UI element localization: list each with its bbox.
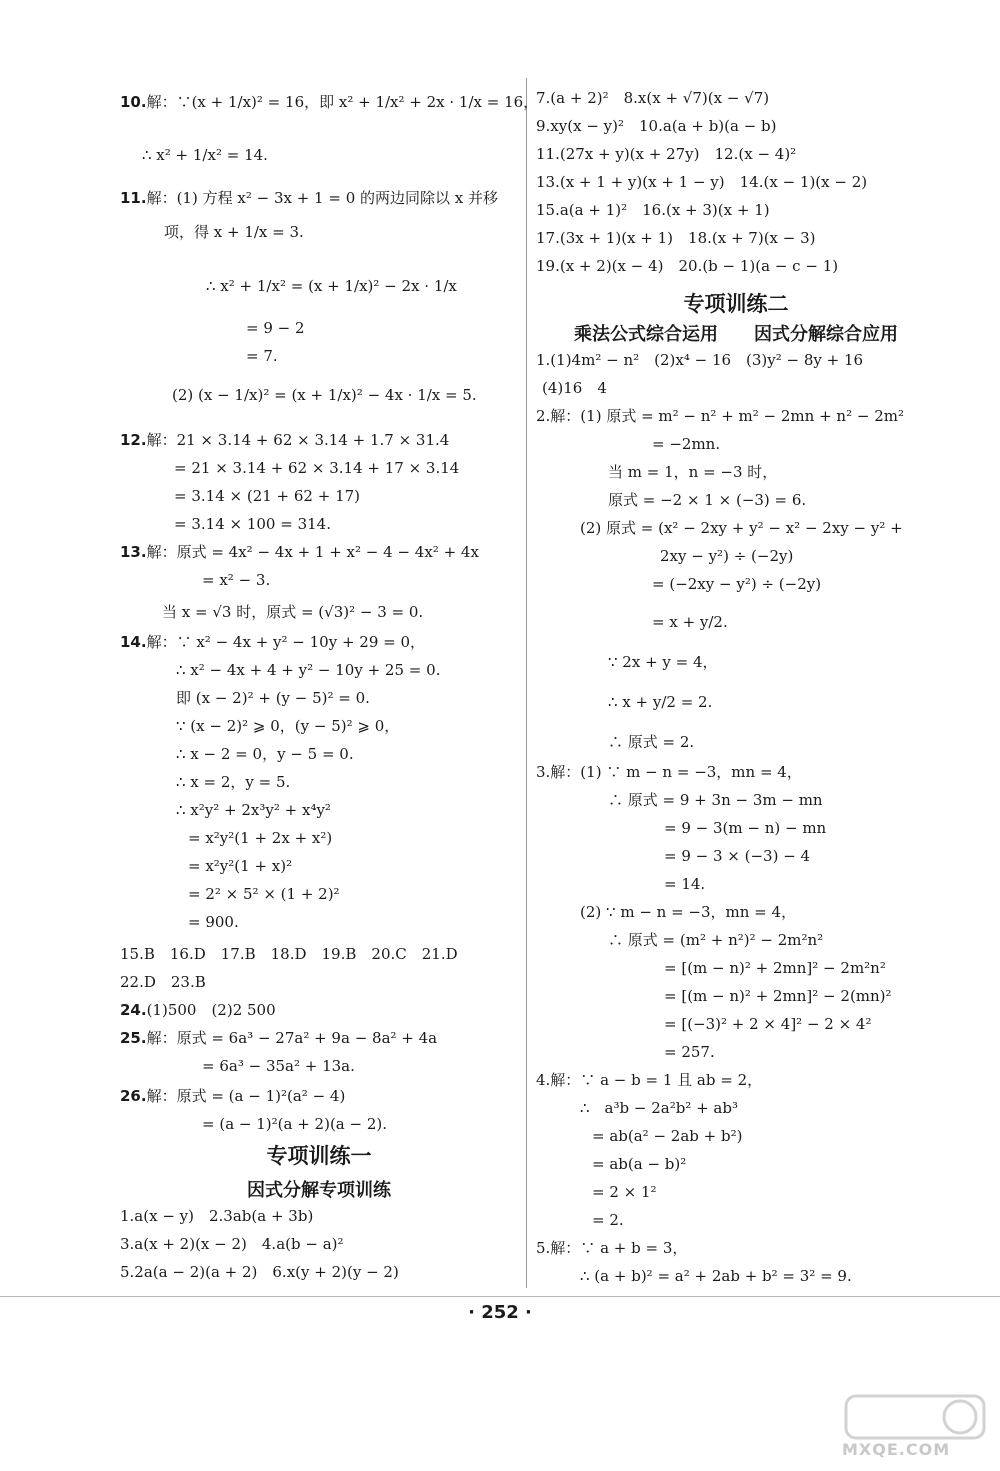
answer-line — [206, 276, 457, 296]
answer-text: = 6a³ − 35a² + 13a. — [202, 1057, 355, 1075]
answer-text: = 9 − 2 — [246, 319, 305, 337]
answer-line — [536, 116, 777, 136]
answer-text: = [(m − n)² + 2mn]² − 2(mn)² — [664, 987, 892, 1005]
answer-text: = 2 × 1² — [592, 1183, 657, 1201]
answer-text: = 14. — [664, 875, 706, 893]
question-number: 25. — [120, 1029, 147, 1047]
answer-line — [580, 1098, 738, 1118]
answer-line — [536, 1070, 762, 1090]
question-number: 26. — [120, 1087, 147, 1105]
answer-text: 项，得 x + 1/x = 3. — [164, 223, 304, 241]
answer-line — [120, 944, 458, 964]
answer-text: ∴ x − 2 = 0，y − 5 = 0. — [176, 745, 354, 763]
answer-text: 17.(3x + 1)(x + 1) 18.(x + 7)(x − 3) — [536, 229, 816, 247]
answer-text: = 9 − 3(m − n) − mn — [664, 819, 827, 837]
answer-line — [246, 346, 278, 366]
answer-line — [580, 902, 796, 922]
answer-text: = 7. — [246, 347, 278, 365]
answer-line — [608, 652, 718, 672]
answer-line — [608, 790, 823, 810]
answer-text: 5.2a(a − 2)(a + 2) 6.x(y + 2)(y − 2) — [120, 1263, 399, 1281]
answer-line — [176, 660, 440, 680]
answer-line — [536, 228, 816, 248]
answer-line — [176, 716, 399, 736]
answer-line — [120, 1262, 399, 1282]
answer-line — [120, 430, 449, 450]
question-number: 13. — [120, 543, 147, 561]
answer-text: = ab(a − b)² — [592, 1155, 687, 1173]
answer-line — [202, 1056, 355, 1076]
answer-text: = 900. — [188, 913, 239, 931]
answer-text: 即 (x − 2)² + (y − 5)² = 0. — [176, 689, 370, 707]
answer-text: (1)500 (2)2 500 — [146, 1001, 276, 1019]
answer-line — [142, 145, 268, 165]
answer-line — [580, 518, 903, 538]
section-heading: 因式分解专项训练 — [247, 1180, 391, 1201]
answer-line — [608, 490, 806, 510]
answer-line — [652, 434, 720, 454]
answer-text: 当 m = 1，n = −3 时， — [608, 463, 778, 481]
answer-text: = x²y²(1 + x)² — [188, 857, 293, 875]
answer-text: ∴ x = 2，y = 5. — [176, 773, 291, 791]
answer-text: ∴ x² + 1/x² = (x + 1/x)² − 2x · 1/x — [206, 277, 457, 295]
answer-text: (2) ∵ m − n = −3，mn = 4， — [580, 903, 797, 921]
answer-line — [176, 772, 290, 792]
answer-text: = x + y/2. — [652, 613, 728, 631]
answer-text: = x² − 3. — [202, 571, 271, 589]
answer-text: ∴ x + y/2 = 2. — [608, 693, 713, 711]
answer-line — [664, 958, 886, 978]
footer-rule — [0, 1296, 1000, 1297]
section-heading: 专项训练一 — [266, 1144, 372, 1168]
answer-line — [536, 762, 802, 782]
answer-line — [188, 884, 340, 904]
answer-line — [536, 1238, 687, 1258]
answer-text: 19.(x + 2)(x − 4) 20.(b − 1)(a − c − 1) — [536, 257, 839, 275]
answer-text: ∴ a³b − 2a²b² + ab³ — [580, 1099, 738, 1117]
answer-text: = 3.14 × (21 + 62 + 17) — [174, 487, 361, 505]
answer-text: ∴ x²y² + 2x³y² + x⁴y² — [176, 801, 331, 819]
question-number: 24. — [120, 1001, 147, 1019]
answer-line — [660, 546, 793, 566]
answer-line — [120, 542, 479, 562]
answer-line — [246, 318, 305, 338]
answer-line — [664, 846, 810, 866]
answer-text: 解：∵ x² − 4x + y² − 10y + 29 = 0， — [146, 633, 426, 651]
answer-text: (2) (x − 1/x)² = (x + 1/x)² − 4x · 1/x = 5. — [172, 386, 477, 404]
question-number: 12. — [120, 431, 147, 449]
answer-text: = ab(a² − 2ab + b²) — [592, 1127, 743, 1145]
answer-text: = 2. — [592, 1211, 624, 1229]
answer-line — [536, 406, 904, 426]
answer-line — [652, 612, 728, 632]
answer-text: = 2² × 5² × (1 + 2)² — [188, 885, 340, 903]
answer-line — [188, 912, 239, 932]
answer-text: 22.D 23.B — [120, 973, 206, 991]
answer-line — [188, 828, 332, 848]
answer-text: 15.a(a + 1)² 16.(x + 3)(x + 1) — [536, 201, 770, 219]
answer-text: = (−2xy − y²) ÷ (−2y) — [652, 575, 822, 593]
section-heading: 专项训练二 — [683, 292, 789, 316]
answer-text: 9.xy(x − y)² 10.a(a + b)(a − b) — [536, 117, 777, 135]
question-number: 11. — [120, 189, 147, 207]
answer-line — [120, 632, 425, 652]
answer-text: = x²y²(1 + 2x + x²) — [188, 829, 333, 847]
answer-line — [174, 514, 331, 534]
answer-text: 解：21 × 3.14 + 62 × 3.14 + 1.7 × 31.4 — [146, 431, 450, 449]
answer-text: 3.解：(1) ∵ m − n = −3，mn = 4， — [536, 763, 802, 781]
answer-line — [664, 1014, 872, 1034]
answer-text: 解：(1) 方程 x² − 3x + 1 = 0 的两边同除以 x 并移 — [146, 189, 499, 207]
answer-line — [174, 486, 360, 506]
answer-line — [664, 986, 892, 1006]
answer-line — [536, 88, 769, 108]
answer-line — [202, 570, 270, 590]
answer-text: ∴ 原式 = 2. — [608, 733, 695, 751]
answer-text: 当 x = √3 时，原式 = (√3)² − 3 = 0. — [162, 603, 424, 621]
answer-line — [664, 874, 705, 894]
answer-text: 13.(x + 1 + y)(x + 1 − y) 14.(x − 1)(x − 2) — [536, 173, 868, 191]
answer-text: ∴ 原式 = 9 + 3n − 3m − mn — [608, 791, 823, 809]
answer-text: = [(−3)² + 2 × 4]² − 2 × 4² — [664, 1015, 872, 1033]
answer-line — [176, 688, 370, 708]
answer-text: 2.解：(1) 原式 = m² − n² + m² − 2mn + n² − 2m² — [536, 407, 904, 425]
answer-text: 1.a(x − y) 2.3ab(a + 3b) — [120, 1207, 314, 1225]
answer-line — [664, 818, 826, 838]
answer-text: 2xy − y²) ÷ (−2y) — [660, 547, 794, 565]
answer-text: = 9 − 3 × (−3) − 4 — [664, 847, 811, 865]
answer-text: = −2mn. — [652, 435, 721, 453]
answer-line — [188, 856, 292, 876]
answer-line — [120, 92, 538, 112]
answer-line — [608, 462, 777, 482]
answer-line — [162, 602, 423, 622]
answer-text: ∴ x² − 4x + 4 + y² − 10y + 25 = 0. — [176, 661, 441, 679]
watermark-text: MXQE.COM — [842, 1440, 951, 1459]
answer-text: 解：原式 = 6a³ − 27a² + 9a − 8a² + 4a — [146, 1029, 438, 1047]
answer-text: 4.解：∵ a − b = 1 且 ab = 2， — [536, 1071, 763, 1089]
answer-line — [580, 1266, 852, 1286]
answer-text: 解：原式 = (a − 1)²(a² − 4) — [146, 1087, 346, 1105]
answer-line — [536, 200, 770, 220]
answer-line — [536, 256, 838, 276]
answer-line — [164, 222, 304, 242]
answer-text: 解：∵(x + 1/x)² = 16，即 x² + 1/x² + 2x · 1/x = 16， — [146, 93, 539, 111]
answer-text: ∴ (a + b)² = a² + 2ab + b² = 3² = 9. — [580, 1267, 852, 1285]
page-number: · 252 · — [468, 1302, 532, 1323]
answer-line — [608, 732, 694, 752]
answer-text: 1.(1)4m² − n² (2)x⁴ − 16 (3)y² − 8y + 16 — [536, 351, 864, 369]
answer-line — [536, 172, 867, 192]
answer-text: ∴ x² + 1/x² = 14. — [142, 146, 268, 164]
answer-text: 7.(a + 2)² 8.x(x + √7)(x − √7) — [536, 89, 770, 107]
answer-line — [174, 458, 459, 478]
answer-line — [592, 1210, 624, 1230]
answer-text: 3.a(x + 2)(x − 2) 4.a(b − a)² — [120, 1235, 344, 1253]
answer-text: 解：原式 = 4x² − 4x + 1 + x² − 4 − 4x² + 4x — [146, 543, 479, 561]
answer-text: 11.(27x + y)(x + 27y) 12.(x − 4)² — [536, 145, 797, 163]
answer-text: ∴ 原式 = (m² + n²)² − 2m²n² — [608, 931, 824, 949]
answer-line — [536, 350, 863, 370]
answer-line — [652, 574, 821, 594]
answer-line — [120, 1000, 276, 1020]
answer-line — [172, 385, 477, 405]
answer-line — [176, 800, 331, 820]
answer-line — [120, 1234, 344, 1254]
answer-line — [120, 1086, 345, 1106]
answer-line — [608, 930, 823, 950]
question-number: 14. — [120, 633, 147, 651]
answer-text: = 21 × 3.14 + 62 × 3.14 + 17 × 3.14 — [174, 459, 460, 477]
answer-line — [664, 1042, 715, 1062]
answer-line — [120, 1206, 313, 1226]
answer-line — [608, 692, 712, 712]
answer-text: ∵ (x − 2)² ⩾ 0，(y − 5)² ⩾ 0， — [176, 717, 400, 735]
answer-text: (2) 原式 = (x² − 2xy + y² − x² − 2xy − y² + — [580, 519, 903, 537]
answer-text: = 257. — [664, 1043, 715, 1061]
answer-line — [120, 972, 206, 992]
answer-line — [592, 1126, 742, 1146]
answer-line — [120, 188, 498, 208]
column-divider — [526, 78, 527, 1288]
answer-text: = [(m − n)² + 2mn]² − 2m²n² — [664, 959, 886, 977]
answer-line — [536, 144, 796, 164]
question-number: 10. — [120, 93, 147, 111]
answer-line — [592, 1154, 686, 1174]
answer-text: = (a − 1)²(a + 2)(a − 2). — [202, 1115, 388, 1133]
section-heading: 乘法公式综合运用 因式分解综合应用 — [574, 324, 898, 345]
answer-text: ∵ 2x + y = 4， — [608, 653, 718, 671]
answer-text: (4)16 4 — [542, 379, 607, 397]
answer-line — [176, 744, 354, 764]
answer-text: 5.解：∵ a + b = 3， — [536, 1239, 688, 1257]
answer-line — [542, 378, 607, 398]
answer-text: 15.B 16.D 17.B 18.D 19.B 20.C 21.D — [120, 945, 458, 963]
answer-line — [120, 1028, 437, 1048]
answer-line — [202, 1114, 387, 1134]
answer-line — [592, 1182, 657, 1202]
answer-text: 原式 = −2 × 1 × (−3) = 6. — [608, 491, 807, 509]
answer-text: = 3.14 × 100 = 314. — [174, 515, 331, 533]
